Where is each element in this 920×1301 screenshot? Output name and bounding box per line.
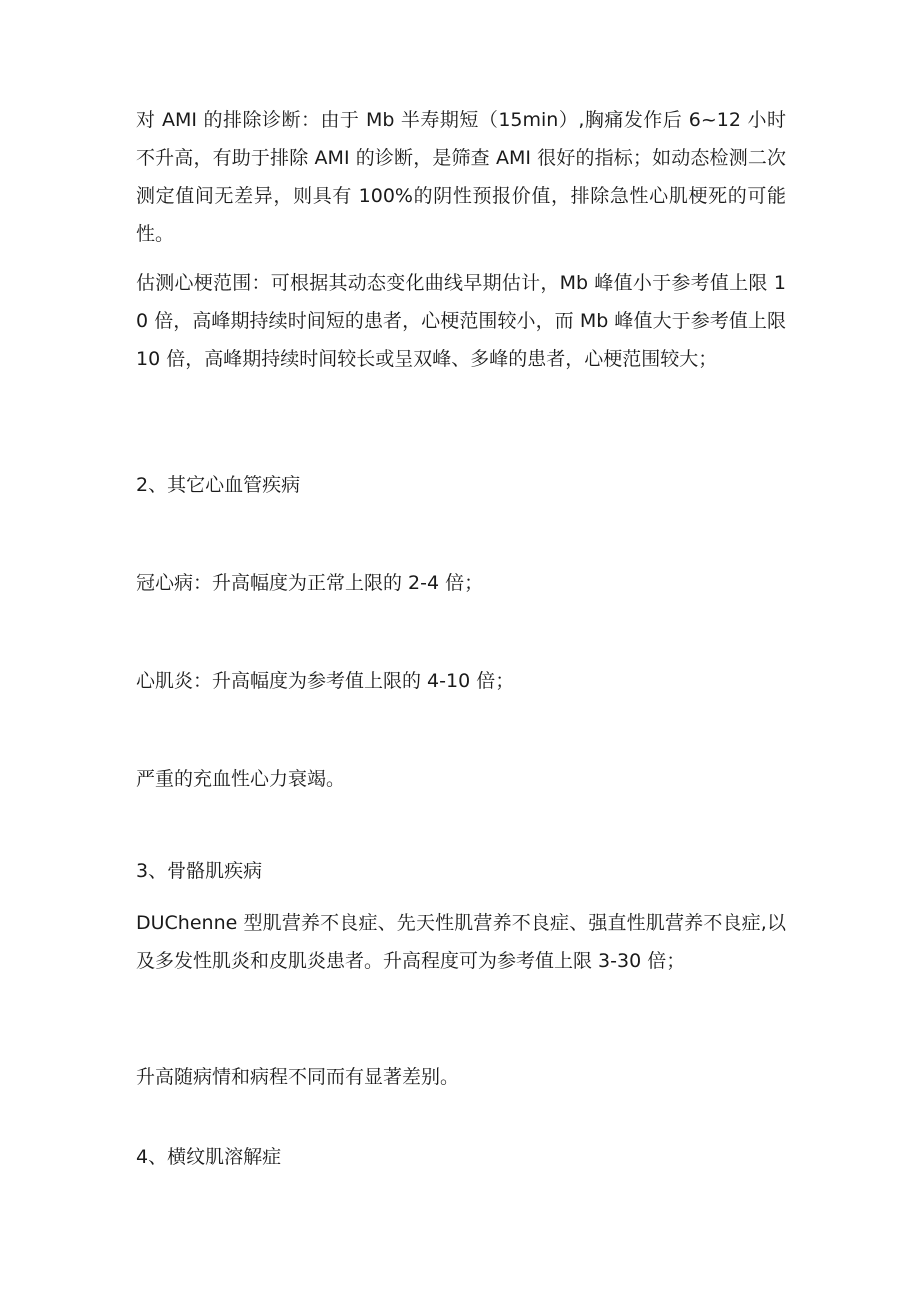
paragraph-disease-course: 升高随病情和病程不同而有显著差别。 [136,1066,460,1088]
section-heading-skeletal: 3、骨骼肌疾病 [136,860,263,882]
section-heading-rhabdomyolysis: 4、横纹肌溶解症 [136,1146,282,1168]
paragraph-ami-exclusion: 对 AMI 的排除诊断：由于 Mb 半寿期短（15min）,胸痛发作后 6~12 小时不升高，有助于排除 AMI 的诊断，是筛查 AMI 很好的指标；如动态检测二次测定值间无差异，则具有 100%的阴性预报价值，排除急性心肌梗死的可能性。 [136,109,786,245]
paragraph-heart-failure: 严重的充血性心力衰竭。 [136,768,346,790]
section-heading-cardiovascular: 2、其它心血管疾病 [136,474,301,496]
paragraph-coronary: 冠心病：升高幅度为正常上限的 2-4 倍； [136,572,484,594]
paragraph-muscular-dystrophy: DUChenne 型肌营养不良症、先天性肌营养不良症、强直性肌营养不良症,以及多发性肌炎和皮肌炎患者。升高程度可为参考值上限 3-30 倍； [136,912,786,972]
paragraph-myocarditis: 心肌炎：升高幅度为参考值上限的 4-10 倍； [136,670,515,692]
paragraph-infarct-size: 估测心梗范围：可根据其动态变化曲线早期估计，Mb 峰值小于参考值上限 10 倍，高峰期持续时间短的患者，心梗范围较小，而 Mb 峰值大于参考值上限 10 倍，高峰期持续时间较长或呈双峰、多峰的患者，心梗范围较大； [136,272,786,370]
